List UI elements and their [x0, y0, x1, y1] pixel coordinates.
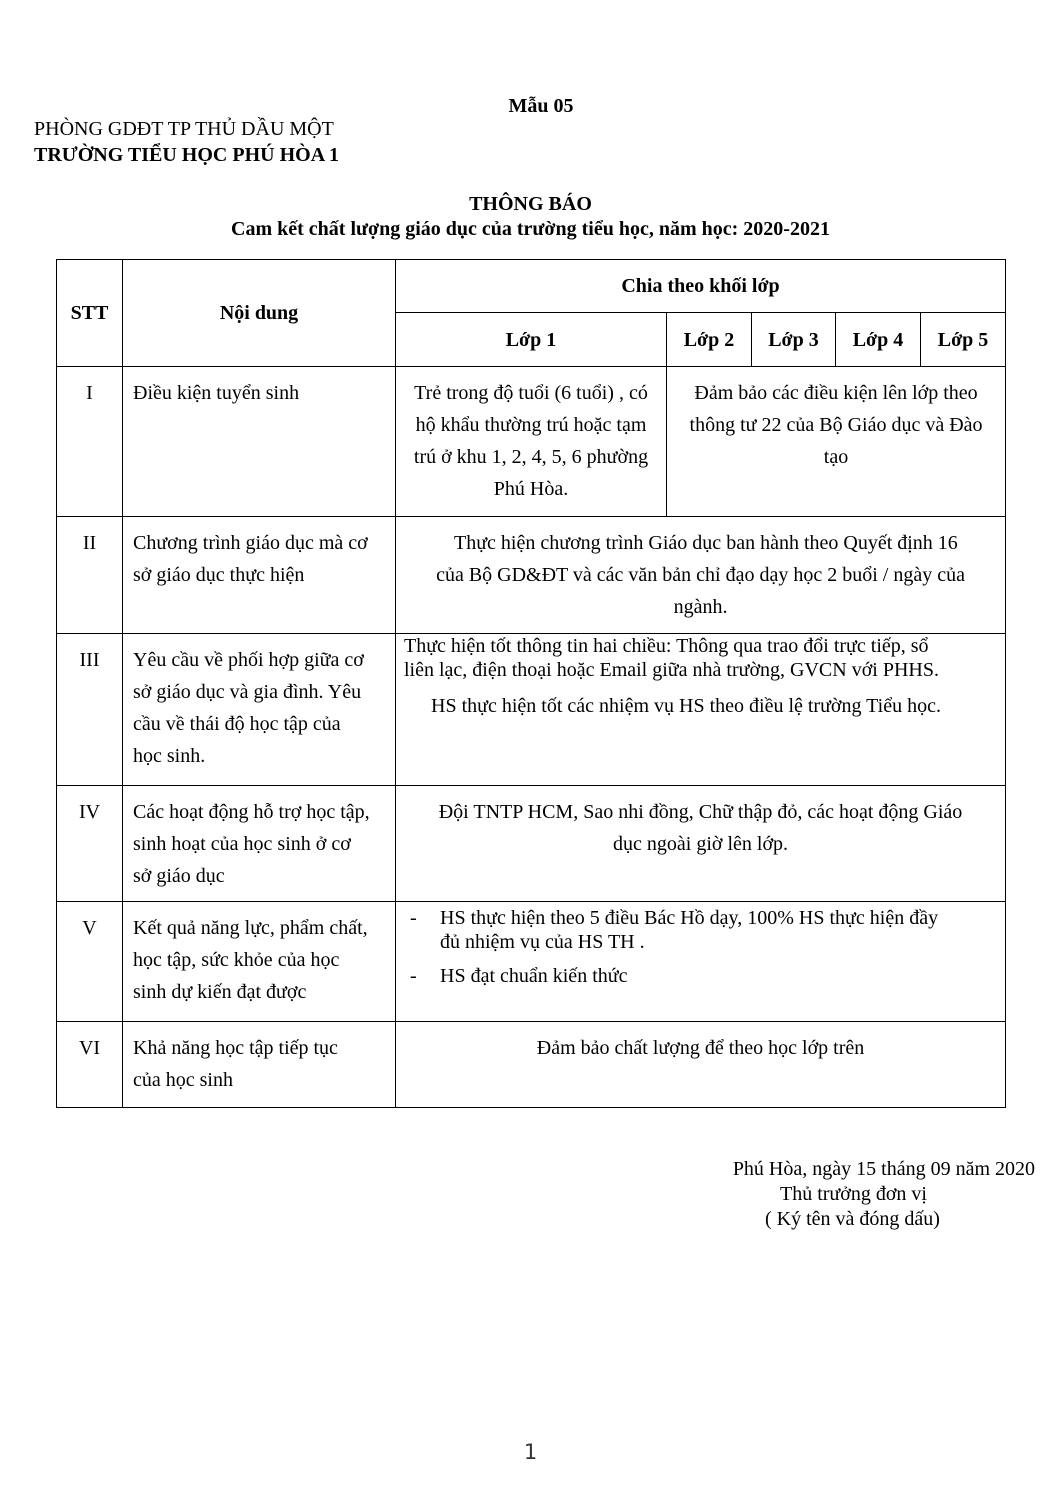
text-line: HS thực hiện tốt các nhiệm vụ HS theo điều lệ trường Tiểu học.	[431, 695, 941, 717]
row-content	[123, 367, 396, 517]
row-content	[123, 902, 396, 1022]
text-line: ngành.	[673, 596, 728, 618]
text-line: Đội TNTP HCM, Sao nhi đồng, Chữ thập đỏ, các hoạt động Giáo	[438, 801, 963, 823]
row-content	[123, 634, 396, 786]
text-line: cầu về thái độ học tập của	[133, 713, 341, 735]
text-line: Đảm bảo chất lượng để theo học lớp trên	[536, 1037, 865, 1059]
text-line: đủ nhiệm vụ của HS TH .	[440, 931, 645, 953]
bullet-dash: -	[410, 907, 417, 929]
row-stt: II	[57, 517, 123, 634]
table-row	[57, 517, 1006, 634]
text-line: Phú Hòa.	[493, 478, 569, 500]
row-stt: III	[57, 634, 123, 786]
grades2-5-condition	[667, 367, 1006, 517]
department-name: PHÒNG GDĐT TP THỦ DẦU MỘT	[34, 118, 334, 140]
header-grade-2: Lớp 2	[667, 313, 752, 367]
text-line: Đảm bảo các điều kiện lên lớp theo	[694, 382, 978, 404]
row-content	[123, 786, 396, 902]
text-line: hộ khẩu thường trú hoặc tạm	[415, 414, 647, 436]
row-stt: I	[57, 367, 123, 517]
text-line: Thực hiện tốt thông tin hai chiều: Thông qua trao đổi trực tiếp, sổ	[404, 635, 929, 657]
text-line: trú ở khu 1, 2, 4, 5, 6 phường	[413, 446, 649, 468]
header-grade-3: Lớp 3	[752, 313, 836, 367]
document-title: THÔNG BÁO	[469, 193, 592, 215]
text-line: của Bộ GD&ĐT và các văn bản chỉ đạo dạy học 2 buổi / ngày của	[436, 564, 965, 586]
text-line: sở giáo dục thực hiện	[133, 564, 305, 586]
text-line: sinh hoạt của học sinh ở cơ	[133, 833, 351, 855]
text-line: học tập, sức khỏe của học	[133, 949, 340, 971]
text-line: sở giáo dục và gia đình. Yêu	[133, 681, 362, 703]
row-detail	[396, 517, 1006, 634]
text-line: Điều kiện tuyển sinh	[133, 382, 300, 404]
table-row	[57, 786, 1006, 902]
text-line: tạo	[823, 446, 849, 468]
text-line: Các hoạt động hỗ trợ học tập,	[133, 801, 370, 823]
form-number: Mẫu 05	[508, 95, 574, 117]
page-number: 1	[523, 1440, 538, 1464]
text-line: Chương trình giáo dục mà cơ	[133, 532, 368, 554]
commitment-table	[56, 259, 1006, 1108]
text-line: Trẻ trong độ tuổi (6 tuổi) , có	[414, 382, 648, 404]
text-line: của học sinh	[133, 1069, 233, 1091]
text-line: liên lạc, điện thoại hoặc Email giữa nhà trường, GVCN với PHHS.	[404, 659, 939, 681]
row-detail	[396, 902, 1006, 1022]
table-row	[57, 367, 1006, 517]
text-line: sinh dự kiến đạt được	[133, 981, 307, 1003]
header-grade-5: Lớp 5	[921, 313, 1006, 367]
document-subtitle: Cam kết chất lượng giáo dục của trường tiểu học, năm học: 2020-2021	[231, 218, 830, 240]
header-stt: STT	[57, 260, 123, 367]
row-content	[123, 517, 396, 634]
row-stt: V	[57, 902, 123, 1022]
text-line: học sinh.	[133, 745, 206, 767]
text-line: Yêu cầu về phối hợp giữa cơ	[133, 649, 364, 671]
table-row	[57, 902, 1006, 1022]
table-header-row	[57, 260, 1006, 313]
bullet-dash: -	[410, 965, 417, 987]
header-grade-1: Lớp 1	[396, 313, 667, 367]
row-stt: VI	[57, 1022, 123, 1108]
text-line: sở giáo dục	[133, 865, 225, 887]
list-item	[404, 906, 997, 954]
signer-role: Thủ trưởng đơn vị	[780, 1183, 927, 1205]
text-line: HS đạt chuẩn kiến thức	[440, 965, 628, 987]
text-line: HS thực hiện theo 5 điều Bác Hồ dạy, 100% HS thực hiện đầy	[440, 907, 939, 929]
school-name: TRƯỜNG TIỂU HỌC PHÚ HÒA 1	[34, 144, 340, 166]
row-content	[123, 1022, 396, 1108]
table-row	[57, 634, 1006, 786]
text-line: Thực hiện chương trình Giáo dục ban hành theo Quyết định 16	[454, 532, 958, 554]
row-detail	[396, 1022, 1006, 1108]
grade1-condition	[396, 367, 667, 517]
header-content: Nội dung	[123, 260, 396, 367]
result-list	[404, 906, 997, 988]
text-line: Khả năng học tập tiếp tục	[133, 1037, 338, 1059]
header-grade-group: Chia theo khối lớp	[396, 260, 1006, 313]
text-line: Kết quả năng lực, phẩm chất,	[133, 917, 368, 939]
text-line: dục ngoài giờ lên lớp.	[613, 833, 789, 855]
header-grade-4: Lớp 4	[836, 313, 921, 367]
text-line: thông tư 22 của Bộ Giáo dục và Đào	[689, 414, 983, 436]
row-detail	[396, 786, 1006, 902]
row-stt: IV	[57, 786, 123, 902]
signature-note: ( Ký tên và đóng dấu)	[765, 1208, 940, 1230]
list-item	[404, 964, 997, 988]
row-detail	[396, 634, 1006, 786]
table-row	[57, 1022, 1006, 1108]
signing-date: Phú Hòa, ngày 15 tháng 09 năm 2020	[732, 1158, 1035, 1180]
